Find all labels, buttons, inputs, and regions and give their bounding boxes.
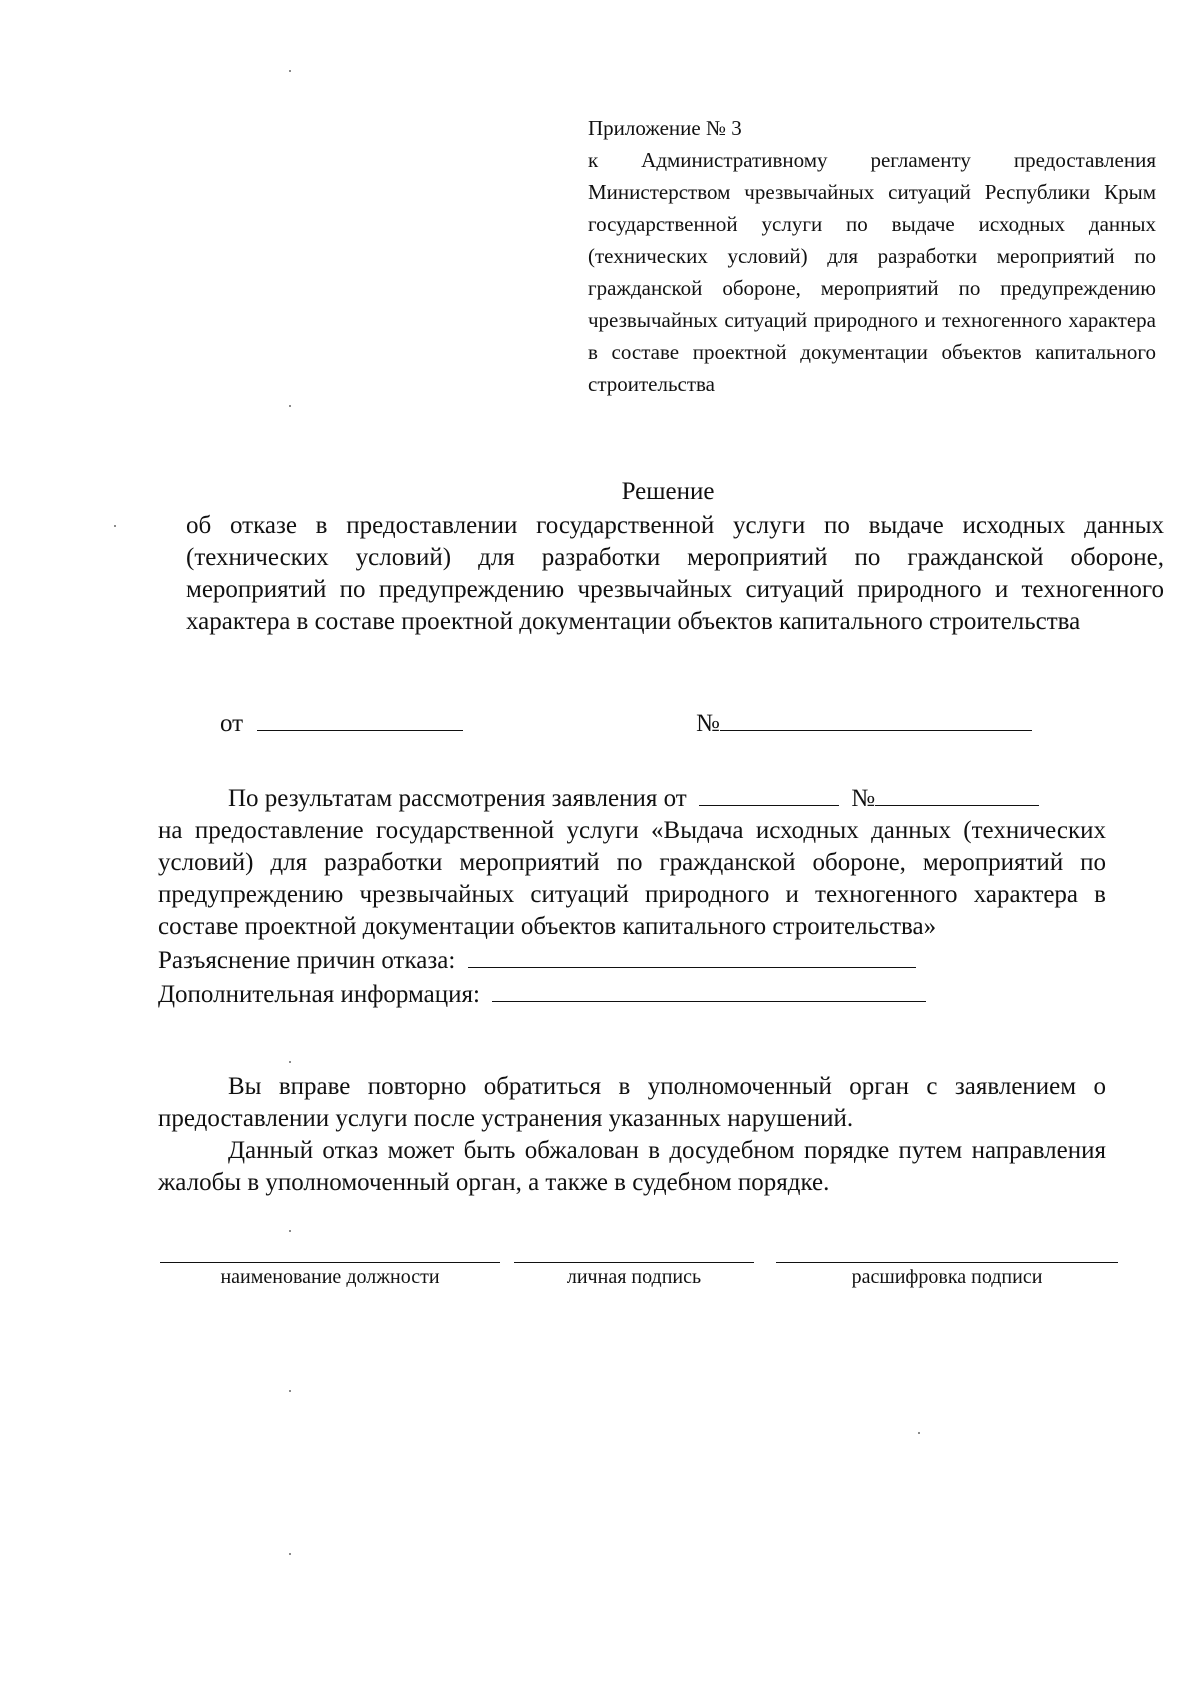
appendix-title: Приложение № 3 bbox=[588, 116, 742, 140]
scan-speck bbox=[918, 1432, 920, 1434]
application-ref-label: По результатам рассмотрения заявления от bbox=[228, 785, 687, 812]
appendix-text: к Административному регламенту предоставления Министерством чрезвычайных ситуаций Республики Крым государственной услуги по выдаче исходных данных (технических условий) для разработки мероприятий по гражданской обороне, мероприятий по предупреждению чрезвычайных ситуаций природного и техногенного характера в составе проектной документации объектов капитального строительства bbox=[588, 148, 1156, 396]
personal-signature-label: личная подпись bbox=[566, 1266, 702, 1288]
decision-title: Решение bbox=[621, 478, 715, 505]
decision-date-label: от bbox=[220, 710, 244, 737]
application-ref-row bbox=[158, 781, 1106, 815]
scan-speck bbox=[289, 1553, 291, 1555]
scan-speck bbox=[289, 1230, 291, 1232]
notice-block bbox=[158, 1071, 1106, 1199]
signature-decryption-line[interactable] bbox=[776, 1262, 1118, 1263]
scan-speck bbox=[114, 525, 116, 527]
additional-info-row bbox=[158, 977, 1106, 1011]
application-number-blank[interactable] bbox=[875, 781, 1039, 806]
decision-body bbox=[158, 781, 1106, 1011]
appeal-notice: Данный отказ может быть обжалован в досудебном порядке путем направления жалобы в уполномоченный орган, а также в судебном порядке. bbox=[158, 1137, 1106, 1196]
refusal-reason-label: Разъяснение причин отказа: bbox=[158, 947, 456, 974]
position-signature-line[interactable] bbox=[160, 1262, 500, 1263]
refusal-reason-row bbox=[158, 943, 1106, 977]
decision-date-blank[interactable] bbox=[257, 706, 463, 731]
reapply-notice: Вы вправе повторно обратиться в уполномоченный орган с заявлением о предоставлении услуги после устранения указанных нарушений. bbox=[158, 1073, 1106, 1132]
decision-date-row bbox=[220, 706, 463, 740]
application-number-label: № bbox=[851, 785, 876, 812]
scan-speck bbox=[289, 1390, 291, 1392]
additional-info-blank[interactable] bbox=[492, 977, 926, 1002]
scan-speck bbox=[289, 70, 291, 72]
refusal-reason-blank[interactable] bbox=[468, 943, 916, 968]
service-description: на предоставление государственной услуги «Выдача исходных данных (технических условий) для разработки мероприятий по гражданской обороне, мероприятий по предупреждению чрезвычайных ситуаций природного и техногенного характера в составе проектной документации объектов капитального строительства» bbox=[158, 817, 1106, 940]
position-label: наименование должности bbox=[220, 1266, 440, 1288]
scan-speck bbox=[289, 405, 291, 407]
application-date-blank[interactable] bbox=[699, 781, 839, 806]
appendix-block bbox=[588, 112, 1156, 400]
signature-decryption-label: расшифровка подписи bbox=[851, 1266, 1043, 1288]
decision-number-blank[interactable] bbox=[720, 706, 1032, 731]
decision-subject: об отказе в предоставлении государственной услуги по выдаче исходных данных (технических условий) для разработки мероприятий по гражданской обороне, мероприятий по предупреждению чрезвычайных ситуаций природного и техногенного характера в составе проектной документации объектов капитального строительства bbox=[186, 512, 1164, 635]
personal-signature-line[interactable] bbox=[514, 1262, 754, 1263]
decision-number-row bbox=[696, 706, 1032, 740]
decision-number-label: № bbox=[696, 710, 720, 737]
additional-info-label: Дополнительная информация: bbox=[158, 981, 480, 1008]
scan-speck bbox=[289, 1061, 291, 1063]
